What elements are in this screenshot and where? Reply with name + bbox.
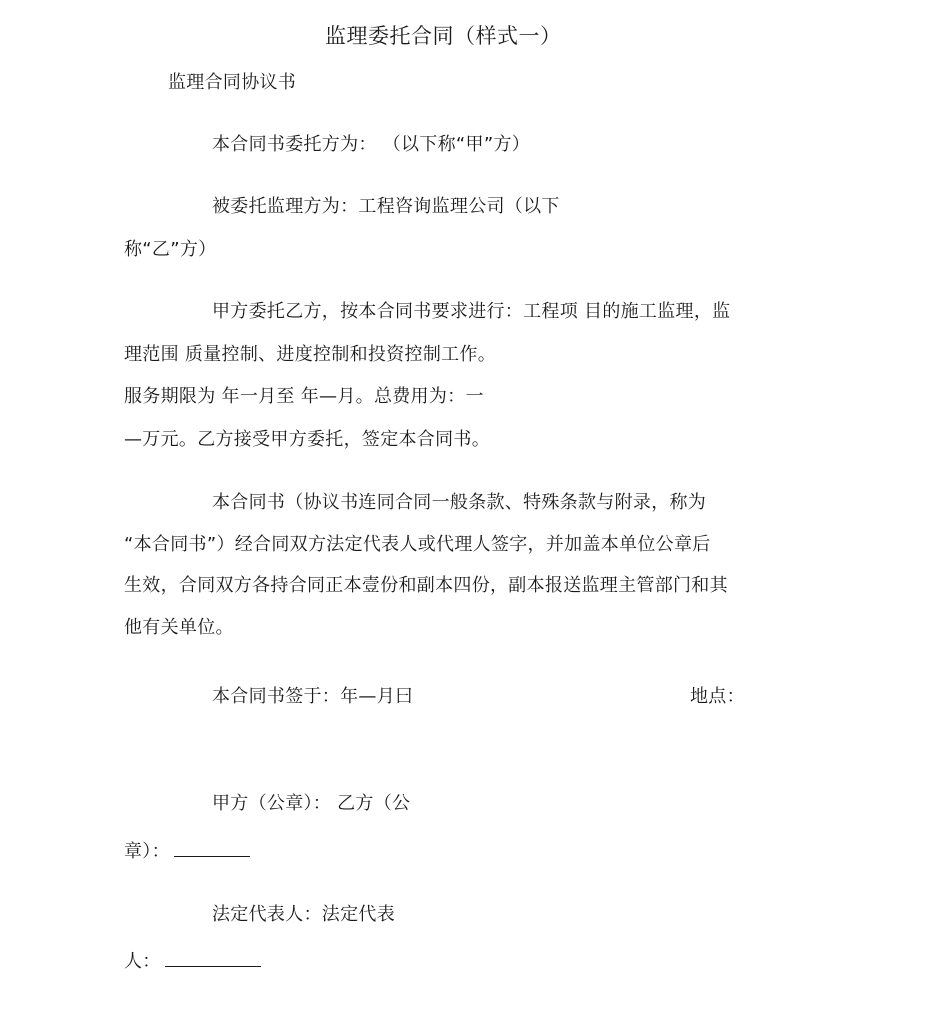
- document-subtitle: 监理合同协议书: [168, 72, 297, 93]
- paragraph-scope-line-3: 服务期限为 年一月至 年—月。总费用为：一: [124, 386, 484, 407]
- representative-label: 人：: [124, 951, 161, 972]
- seal-line-2: [124, 841, 250, 863]
- representative-line-2: [124, 951, 261, 973]
- paragraph-client: 本合同书委托方为： （以下称“甲”方）: [212, 134, 531, 155]
- paragraph-contractor-line-2: 称“乙”方）: [124, 239, 217, 260]
- document-title: 监理委托合同（样式一）: [325, 24, 562, 48]
- representative-line-1: 法定代表人：法定代表: [212, 904, 395, 925]
- paragraph-scope-line-2: 理范围 质量控制、进度控制和投资控制工作。: [124, 344, 497, 365]
- paragraph-validity-line-4: 他有关单位。: [124, 617, 234, 638]
- seal-line-1: 甲方（公章）： 乙方（公: [212, 793, 411, 814]
- paragraph-scope-line-4: —万元。乙方接受甲方委托，签定本合同书。: [124, 429, 490, 450]
- paragraph-validity-line-2: “本合同书”）经合同双方法定代表人或代理人签字，并加盖本单位公章后: [124, 534, 711, 555]
- signing-date: 本合同书签于：年—月曰: [212, 686, 414, 707]
- paragraph-validity-line-3: 生效，合同双方各持合同正本壹份和副本四份，副本报送监理主管部门和其: [124, 575, 728, 596]
- paragraph-contractor-line-1: 被委托监理方为：工程咨询监理公司（以下: [212, 196, 560, 217]
- seal-label: 章）：: [124, 841, 170, 862]
- paragraph-validity-line-1: 本合同书（协议书连同合同一般条款、特殊条款与附录，称为: [212, 492, 707, 513]
- paragraph-scope-line-1: 甲方委托乙方，按本合同书要求进行：工程项 目的施工监理，监: [212, 301, 731, 322]
- seal-blank-line: [174, 842, 250, 857]
- signing-place: 地点：: [690, 686, 745, 707]
- representative-blank-line: [165, 952, 261, 967]
